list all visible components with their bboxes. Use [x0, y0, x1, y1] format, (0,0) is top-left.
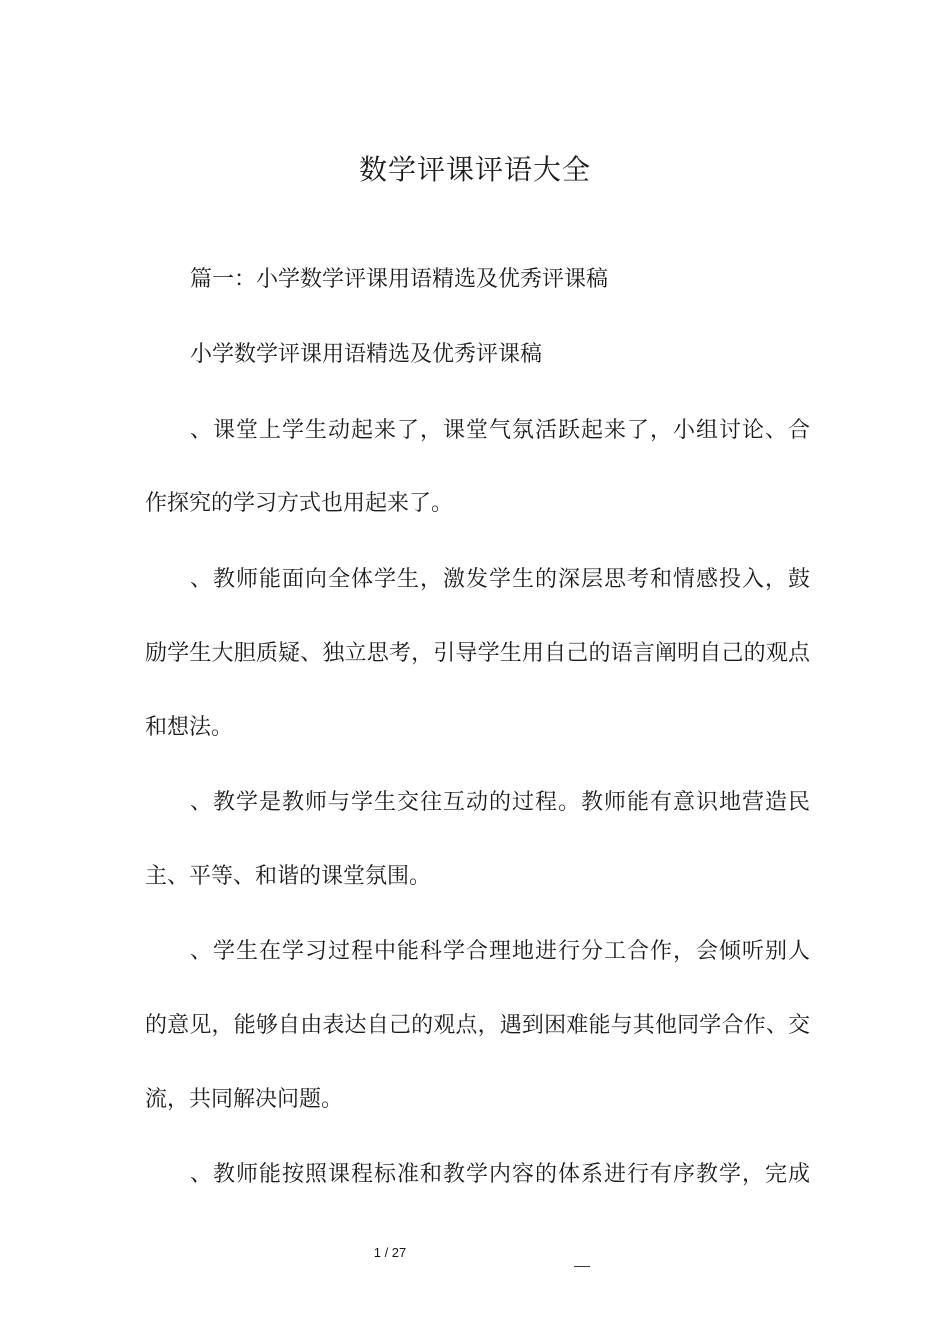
paragraph-line: 、教师能按照课程标准和教学内容的体系进行有序教学，完成 — [190, 1162, 810, 1187]
paragraph-line: 和想法。 — [145, 715, 234, 740]
paragraph-line: 、课堂上学生动起来了，课堂气氛活跃起来了，小组讨论、合 — [190, 418, 810, 443]
paragraph-line: 励学生大胆质疑、独立思考，引导学生用自己的语言阐明自己的观点 — [145, 641, 810, 666]
paragraph-line: 的意见，能够自由表达自己的观点，遇到困难能与其他同学合作、交 — [145, 1013, 810, 1038]
paragraph-line: 流，共同解决问题。 — [145, 1087, 344, 1112]
paragraph-line: 主、平等、和谐的课堂氛围。 — [145, 864, 432, 889]
document-title: 数学评课评语大全 — [358, 153, 591, 186]
paragraph-line: 、教学是教师与学生交往互动的过程。教师能有意识地营造民 — [190, 790, 810, 815]
footer-dash — [574, 1266, 590, 1267]
paragraph-line: 、学生在学习过程中能科学合理地进行分工合作，会倾听别人 — [190, 939, 810, 964]
paragraph-line: 、教师能面向全体学生，激发学生的深层思考和情感投入，鼓 — [190, 567, 810, 592]
subheading: 小学数学评课用语精选及优秀评课稿 — [190, 342, 543, 367]
paragraph-line: 作探究的学习方式也用起来了。 — [145, 491, 454, 516]
page-number: 1 / 27 — [373, 1245, 407, 1260]
section-heading: 篇一：小学数学评课用语精选及优秀评课稿 — [190, 267, 609, 292]
